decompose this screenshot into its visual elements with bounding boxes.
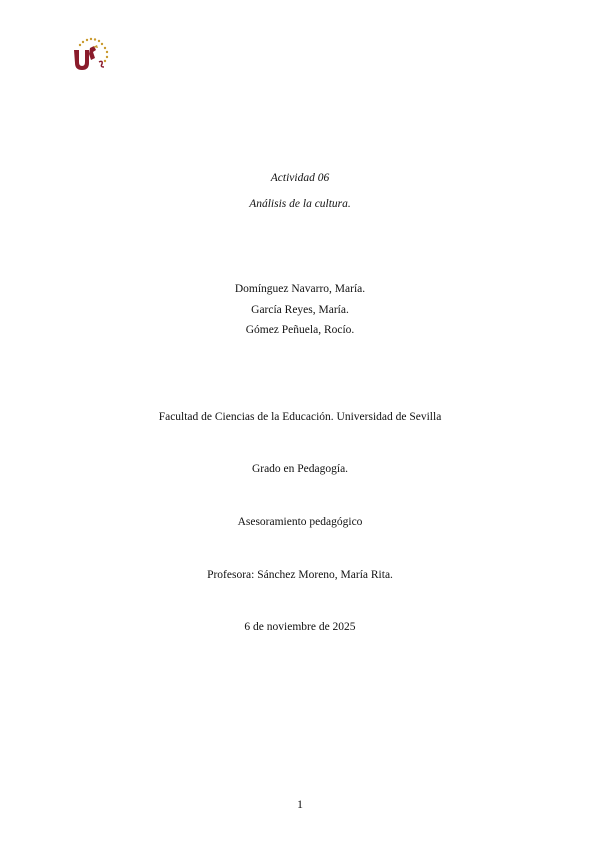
author-1: Domínguez Navarro, María. (234, 283, 366, 295)
date-line: 6 de noviembre de 2025 (244, 621, 356, 633)
author-2: García Reyes, María. (251, 304, 349, 316)
degree-line: Grado en Pedagogía. (251, 463, 349, 475)
activity-title: Actividad 06 (270, 172, 330, 184)
university-logo-icon (70, 36, 114, 72)
faculty-line: Facultad de Ciencias de la Educación. Universidad de Sevilla (158, 411, 442, 423)
page-number: 1 (297, 797, 303, 811)
activity-subtitle: Análisis de la cultura. (249, 198, 351, 210)
course-line: Asesoramiento pedagógico (237, 516, 363, 528)
author-3: Gómez Peñuela, Rocío. (245, 324, 355, 336)
professor-line: Profesora: Sánchez Moreno, María Rita. (207, 569, 393, 581)
